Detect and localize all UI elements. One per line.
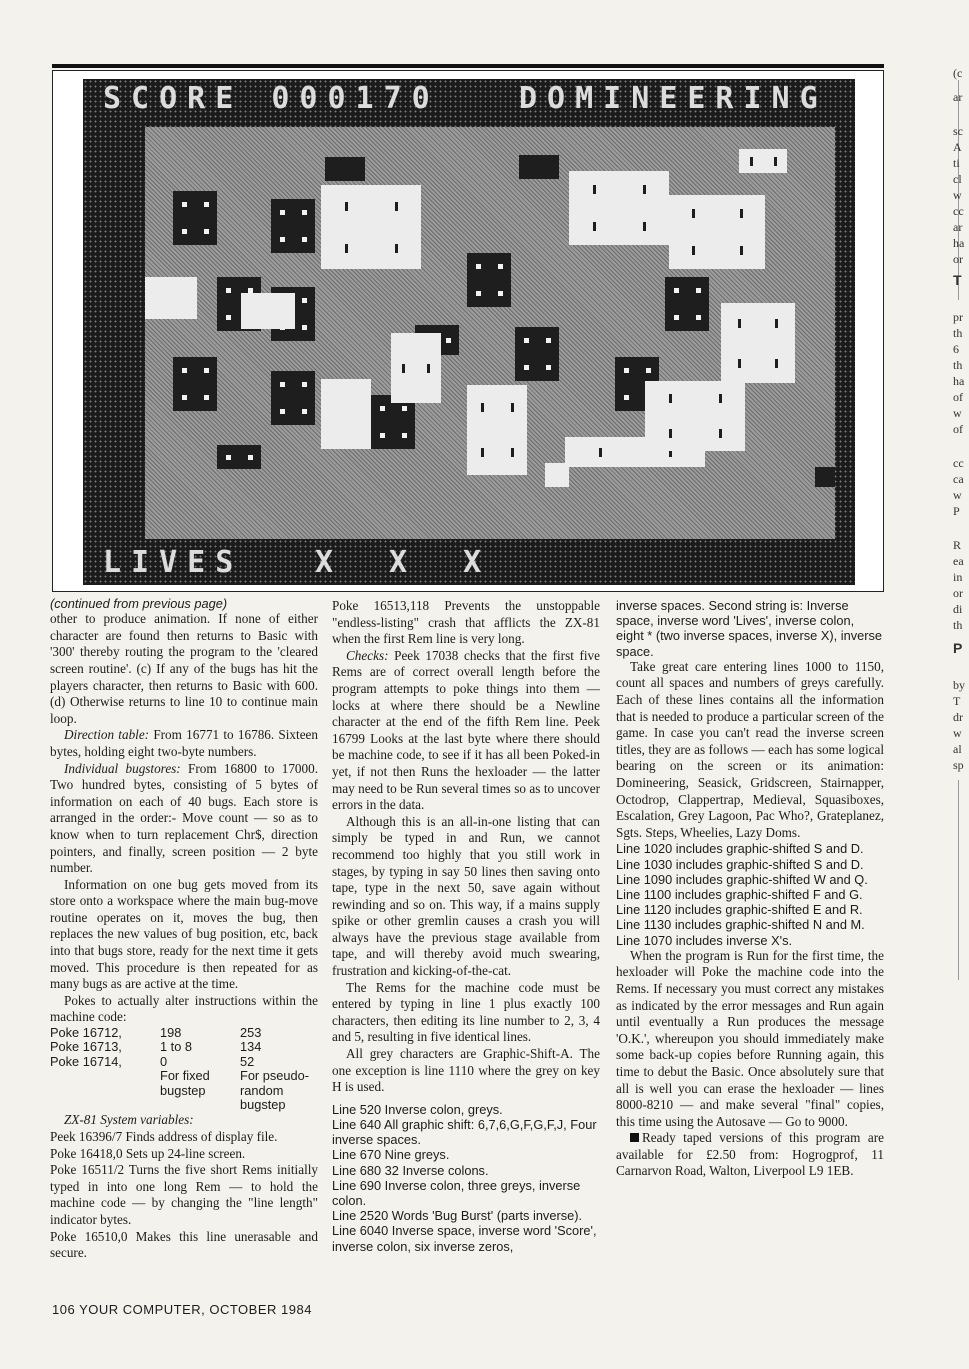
- continued-note: (continued from previous page): [50, 596, 228, 611]
- cell: Poke 16714,: [50, 1053, 122, 1069]
- cell: 0: [160, 1053, 168, 1069]
- text: From 16771 to 16786. Sixteen bytes, holding eight two-byte numbers.: [50, 727, 318, 759]
- dark-block: [271, 199, 315, 253]
- dark-block: [371, 395, 415, 449]
- text: Ready taped versions of this program are available for £2.50 from: Hogrogprof, 11 Carnarvon Road, Walton, Liverpool L9 1EB.: [616, 1130, 884, 1179]
- end-mark: [630, 1133, 639, 1142]
- paragraph: All grey characters are Graphic-Shift-A. The one exception is line 1110 where the grey on key H is used.: [332, 1046, 600, 1095]
- edge-fragment: w: [953, 488, 962, 502]
- edge-fragment: ar: [953, 220, 963, 234]
- edge-fragment: cc: [953, 204, 964, 218]
- edge-fragment: P: [953, 504, 960, 518]
- term: Individual bugstores:: [64, 760, 181, 776]
- light-block: [391, 333, 441, 403]
- cell: For pseudo-: [240, 1068, 309, 1084]
- edge-fragment: ha: [953, 236, 965, 250]
- edge-fragment: P: [953, 640, 963, 656]
- paragraph: other to produce animation. If none of either character are found then returns to Basic with '300' thereby routing the program to the 'cleared screen routine'. (c) If any of the bugs has hit the players character, then returns to Basic with 600. (d) Otherwise returns to line 10 to continue main loop.: [50, 611, 318, 726]
- edge-fragment: or: [953, 586, 963, 600]
- text: From 16800 to 17000. Two hundred bytes, consisting of 5 bytes of information on each of 40 bugs. Each store is arranged in the order:- Move count — so as to know when to turn replacement Chr$, direction pointers, and finally, screen position — 2 byte number.: [50, 760, 318, 876]
- dark-block: [173, 357, 217, 411]
- column-2: [332, 598, 600, 1254]
- cell: [50, 1084, 160, 1098]
- edge-rule: [958, 780, 959, 980]
- paragraph: Peek 16396/7 Finds address of display file.: [50, 1129, 278, 1145]
- cell: Poke 16712,: [50, 1025, 122, 1041]
- paragraph: [332, 648, 600, 814]
- dark-block: [665, 277, 709, 331]
- cell: [160, 1098, 240, 1112]
- dark-block: [519, 155, 559, 179]
- line-notes: [332, 1102, 600, 1254]
- text: Peek 17038 checks that the first five Rems are of correct overall length before the program attempts to poke things into them — locks at where there should be a Newline character at the end of the fifth Rem line. Peek 16799 Looks at the last byte where there should be machine code, to see if it has all been Poked-in yet, if not then Runs the hexloader — the latter may need to be Run several times so as to uncover errors in the data.: [332, 647, 600, 813]
- line-note: Line 1090 includes graphic-shifted W and Q.: [616, 871, 868, 887]
- cell: Poke 16713,: [50, 1039, 122, 1055]
- paragraph: When the program is Run for the first time, the hexloader will Poke the machine code into the Rems. If necessary you must correct any mistakes as indicated by the error messages and Run again until eventually a Run produces the message 'O.K.', whereupon you should immediately make some back-up copies before Running again, this time to debut the Basic. Once absolutely sure that all is well you can erase the hexloader — lines 8000-8210 — and make several "final" copies, this time using the Autosave — Go to 9000.: [616, 947, 884, 1129]
- paragraph: Poke 16418,0 Sets up 24-line screen.: [50, 1145, 246, 1161]
- game-title: DOMINEERING: [519, 81, 828, 116]
- paragraph: Information on one bug gets moved from its store onto a workspace where the main bug-move routine operates on it, moves the bug, then replaces the new values of bug position, etc, back into that bugs store, ready for the next time it gets moved. This procedure is then repeated for as many bugs as are active at the time.: [50, 876, 318, 992]
- line-note: Line 1100 includes graphic-shifted F and G.: [616, 886, 863, 902]
- edge-fragment: of: [953, 422, 963, 436]
- line-note: Line 1120 includes graphic-shifted E and R.: [616, 902, 863, 918]
- paragraph: Poke 16511/2 Turns the five short Rems initially typed in into one long Rem — to hold the machine code — by changing the "line length" indicator bytes.: [50, 1162, 318, 1228]
- paragraph: Pokes to actually alter instructions within the machine code:: [50, 992, 318, 1025]
- paragraph: Poke 16513,118 Prevents the unstoppable "endless-listing" crash that afflicts the ZX-81 when the first Rem line is very long.: [332, 598, 600, 647]
- lives-label: LIVES: [103, 545, 244, 580]
- edge-fragment: T: [953, 694, 961, 708]
- game-screen: [83, 79, 855, 585]
- paragraph: Poke 16510,0 Makes this line unerasable and secure.: [50, 1228, 318, 1261]
- cell: [50, 1069, 160, 1083]
- line-note: Line 1020 includes graphic-shifted S and D.: [616, 841, 864, 857]
- dark-block: [815, 467, 835, 487]
- edge-fragment: ha: [953, 374, 965, 388]
- dark-block: [325, 157, 365, 181]
- paragraph: The Rems for the machine code must be entered by typing in line 1 plus exactly 100 characters, then editing its line number to 2, 3, 4 and 5, resulting in five identical lines.: [332, 979, 600, 1045]
- paragraph: [50, 761, 318, 877]
- line-note: Line 640 All graphic shift: 6,7,6,G,F,G,F,J, Four inverse spaces.: [332, 1117, 597, 1148]
- edge-fragment: 6: [953, 342, 959, 356]
- page-footer: 106 YOUR COMPUTER, OCTOBER 1984: [52, 1302, 312, 1317]
- edge-fragment: by: [953, 678, 965, 692]
- edge-fragment: ti: [953, 156, 960, 170]
- dark-block: [217, 445, 261, 469]
- term: Direction table:: [64, 727, 150, 743]
- cell: 198: [160, 1025, 182, 1041]
- edge-fragment: w: [953, 406, 962, 420]
- cell: 52: [240, 1053, 255, 1069]
- line-note: Line 1130 includes graphic-shifted N and M.: [616, 917, 865, 933]
- paragraph: [616, 1130, 884, 1180]
- edge-fragment: (c: [953, 66, 963, 80]
- paragraph: inverse spaces. Second string is: Inverse space, inverse word 'Lives', inverse colon, eight * (two inverse spaces, inverse X), inverse space.: [616, 598, 883, 659]
- edge-fragment: pr: [953, 310, 963, 324]
- edge-fragment: th: [953, 358, 963, 372]
- dark-block: [271, 371, 315, 425]
- dark-block: [467, 253, 511, 307]
- edge-fragment: w: [953, 726, 962, 740]
- line-note: Line 1030 includes graphic-shifted S and D.: [616, 856, 864, 872]
- cell: bugstep: [160, 1082, 206, 1098]
- line-notes: [616, 841, 884, 947]
- edge-fragment: or: [953, 252, 963, 266]
- playfield: [145, 127, 835, 539]
- term: Checks:: [346, 647, 389, 663]
- edge-fragment: th: [953, 618, 963, 632]
- column-3: [616, 598, 884, 1180]
- cell: For fixed: [160, 1068, 210, 1084]
- light-block: [145, 277, 197, 319]
- edge-fragment: cc: [953, 456, 964, 470]
- light-block: [669, 195, 765, 269]
- edge-fragment: ca: [953, 472, 964, 486]
- dark-block: [173, 191, 217, 245]
- cell: random: [240, 1082, 284, 1098]
- edge-fragment: sc: [953, 124, 963, 138]
- top-rule: [52, 64, 884, 68]
- cell: 253: [240, 1025, 262, 1041]
- cell: bugstep: [240, 1097, 286, 1113]
- edge-fragment: dr: [953, 710, 963, 724]
- dark-block: [515, 327, 559, 381]
- line-note: Line 680 32 Inverse colons.: [332, 1162, 489, 1178]
- light-block: [569, 171, 669, 245]
- line-note: Line 2520 Words 'Bug Burst' (parts inverse).: [332, 1208, 583, 1224]
- edge-fragment: sp: [953, 758, 964, 772]
- edge-fragment: T: [953, 272, 962, 288]
- edge-fragment: ar: [953, 90, 963, 104]
- line-note: Line 1070 includes inverse X's.: [616, 932, 793, 948]
- cell: 134: [240, 1039, 262, 1055]
- score-display: SCORE 000170: [103, 81, 440, 116]
- edge-fragment: A: [953, 140, 962, 154]
- paragraph: Although this is an all-in-one listing that can simply be typed in and Run, we cannot recommend too highly that you still work in stages, by typing in say 50 lines then saving onto tape, type in the next 50, save again without rewinding and so on. This way, if a mains supply spike or other gremlin causes a crash you will always have the previous stage available from tape, and will thereby avoid much swearing, frustration and kicking-of-the-cat.: [332, 813, 600, 979]
- edge-fragment: of: [953, 390, 963, 404]
- edge-fragment: R: [953, 538, 962, 552]
- life-marker: X: [463, 545, 492, 580]
- light-block: [321, 379, 371, 449]
- poke-table: [50, 1026, 318, 1112]
- light-block: [241, 293, 295, 329]
- light-block: [321, 185, 421, 269]
- paragraph: [50, 727, 318, 760]
- light-block: [467, 385, 527, 475]
- light-block: [645, 381, 745, 451]
- edge-fragment: al: [953, 742, 962, 756]
- edge-fragment: cl: [953, 172, 962, 186]
- game-screenshot: [52, 70, 884, 592]
- edge-fragment: w: [953, 188, 962, 202]
- light-block: [739, 149, 787, 173]
- life-marker: X: [389, 545, 418, 580]
- life-marker: X: [315, 545, 344, 580]
- line-note: Line 520 Inverse colon, greys.: [332, 1101, 503, 1117]
- subheading: ZX-81 System variables:: [64, 1112, 194, 1128]
- light-block: [721, 303, 795, 383]
- column-1: [50, 596, 318, 1262]
- cell: [50, 1098, 160, 1112]
- edge-fragment: di: [953, 602, 963, 616]
- cell: 1 to 8: [160, 1039, 193, 1055]
- line-note: Line 6040 Inverse space, inverse word 'Score', inverse colon, six inverse zeros,: [332, 1223, 597, 1254]
- edge-fragment: th: [953, 326, 963, 340]
- line-note: Line 670 Nine greys.: [332, 1147, 450, 1163]
- paragraph: Take great care entering lines 1000 to 1150, count all spaces and numbers of greys carefully. Each of these lines contains all the information that is needed to produce a particular screen of the game. In case you can't read the inverse screen titles, they are as follows — each has some logical bearing on the screen or its animation: Domineering, Seasick, Gridscreen, Stairnapper, Octodrop, Clappertrap, Medieval, Squasiboxes, Escalation, Grey Lagoon, Pac Who?, Grateplanez, Sgts. Steps, Wheelies, Lazy Doms.: [616, 658, 884, 840]
- edge-fragment: ea: [953, 554, 964, 568]
- edge-fragment: in: [953, 570, 963, 584]
- light-block: [545, 463, 569, 487]
- line-note: Line 690 Inverse colon, three greys, inverse colon.: [332, 1177, 581, 1209]
